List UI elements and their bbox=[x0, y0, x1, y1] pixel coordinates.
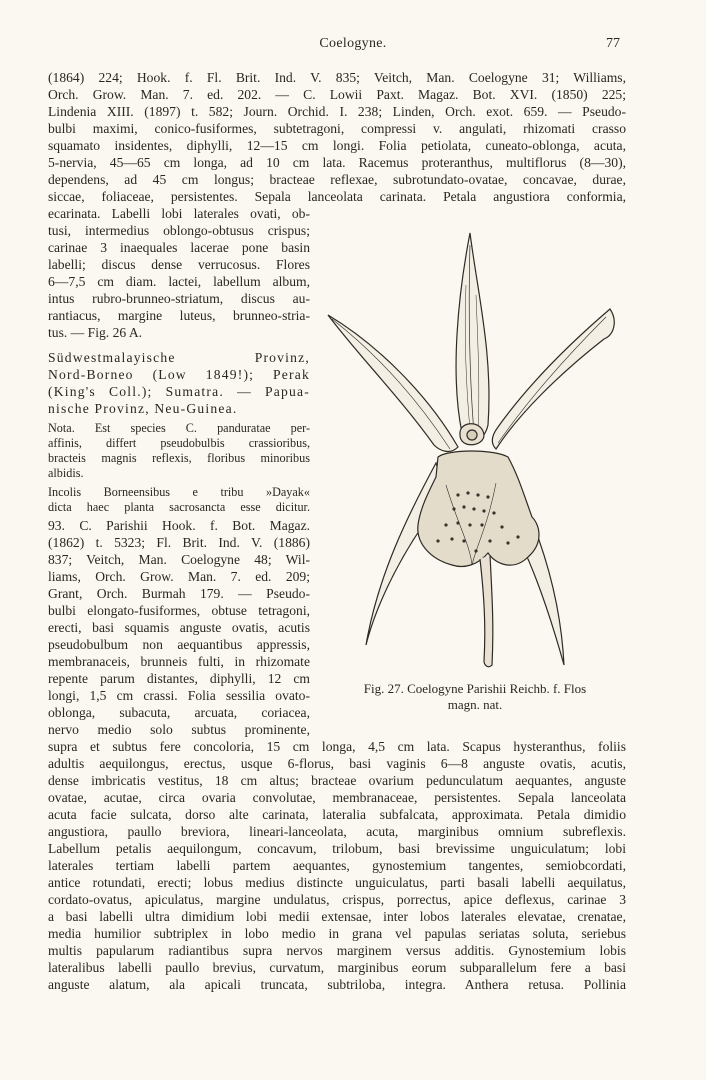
text-line: Grant, Orch. Burmah 179. — Pseudo- bbox=[48, 586, 310, 601]
text-line: ecarinata. Labelli lobi laterales ovati, ob- bbox=[48, 206, 310, 221]
text-line: oblonga, subacuta, arcuata, coriacea, bbox=[48, 705, 310, 720]
text-line: cordato-ovatus, apiculatus, margine undulatus, crispus, porrectus, apice deflexus, carinae 3 bbox=[48, 892, 626, 907]
text-line: squamato insidentes, diphylli, 12—15 cm longi. Folia petiolata, cuneato-oblonga, acuta, bbox=[48, 138, 626, 153]
text-line: lateralibus labelli paullo brevius, curvatum, marginibus eorum subparallelum fere a basi bbox=[48, 960, 626, 975]
text-line: nervo medio solo subtus prominente, bbox=[48, 722, 310, 737]
page-number: 77 bbox=[606, 36, 620, 51]
figure-caption bbox=[330, 681, 620, 713]
text-line: adultis aequilongus, erectus, usque 6-florus, basi vaginis 6—8 anguste ovatis, acutis, bbox=[48, 756, 626, 771]
text-line: rantiacus, margine luteus, brunneo-stria- bbox=[48, 308, 310, 323]
text-line: siccae, foliaceae, persistentes. Sepala lanceolata carinata. Petala angustiora conformia, bbox=[48, 189, 626, 204]
text-line: erecti, basi squamis anguste ovatis, acutis bbox=[48, 620, 310, 635]
text-line: intus rubro-brunneo-striatum, discus au- bbox=[48, 291, 310, 306]
orchid-flower-drawing bbox=[318, 225, 628, 680]
note-line: Nota. Est species C. panduratae per- bbox=[48, 421, 310, 435]
text-line: bulbi elongato-fusiformes, obtuse tetragoni, bbox=[48, 603, 310, 618]
text-line: liams, Orch. Grow. Man. 7. ed. 209; bbox=[48, 569, 310, 584]
text-line: (1864) 224; Hook. f. Fl. Brit. Ind. V. 835; Veitch, Man. Coelogyne 31; Williams, bbox=[48, 70, 626, 85]
text-line: membranaceis, brunneis fulti, in rhizomate bbox=[48, 654, 310, 669]
text-line: multis papularum radiantibus supra nervos marginem versus additis. Gynostemium lobis bbox=[48, 943, 626, 958]
text-line: media humilior subtriplex in lobo medio in grana vel papulas seriatas soluta, seriebus bbox=[48, 926, 626, 941]
text-line: 837; Veitch, Man. Coelogyne 48; Wil- bbox=[48, 552, 310, 567]
text-line: bulbi maximi, conico-fusiformes, subtetragoni, compressi v. angulati, rhizomati crasso bbox=[48, 121, 626, 136]
text-line: (1862) t. 5323; Fl. Brit. Ind. V. (1886) bbox=[48, 535, 310, 550]
text-line: dependens, ad 45 cm longus; bracteae reflexae, subrotundato-ovatae, concavae, durae, bbox=[48, 172, 626, 187]
note-line: Incolis Borneensibus e tribu »Dayak« bbox=[48, 485, 310, 499]
note-line: dicta haec planta sacrosancta esse dicitur. bbox=[48, 500, 310, 514]
text-line: ovatae, acutae, circa ovaria convolutae, membranaceae, persistentes. Sepala lanceolata bbox=[48, 790, 626, 805]
text-line: 5-nervia, 45—65 cm longa, ad 10 cm lata. Racemus proteranthus, multiflorus (8—30), bbox=[48, 155, 626, 170]
orchid-flower-illustration bbox=[318, 225, 628, 680]
text-line: longi, 1,5 cm crassi. Folia sessilia ovato- bbox=[48, 688, 310, 703]
text-line: a basi labelli ultra dimidium lobi medii extensae, inter lobos laterales elevatae, crenatae, bbox=[48, 909, 626, 924]
text-line: nische Provinz, Neu-Guinea. bbox=[48, 401, 238, 416]
text-line: 6—7,5 cm diam. lactei, labellum album, bbox=[48, 274, 310, 289]
text-line: pseudobulbum non aequantibus appressis, bbox=[48, 637, 310, 652]
caption-line-1: Fig. 27. Coelogyne Parishii Reichb. f. Flos bbox=[363, 681, 587, 696]
text-line: angustiora, paullo breviora, lineari-lanceolata, acuta, marginibus omnium subreflexis. bbox=[48, 824, 626, 839]
text-line: tus. — Fig. 26 A. bbox=[48, 325, 143, 340]
note-line: affinis, differt pseudobulbis crassioribus, bbox=[48, 436, 310, 450]
note-line: albidis. bbox=[48, 466, 84, 480]
species-heading-line: 93. C. Parishii Hook. f. Bot. Magaz. bbox=[48, 518, 310, 533]
running-title: Coelogyne. bbox=[319, 36, 387, 51]
text-line: Südwestmalayische Provinz, bbox=[48, 350, 310, 365]
text-line: repente parum distantes, diphylli, 12 cm bbox=[48, 671, 310, 686]
text-line: acuta facie sulcata, dorso alte carinata, lateralia subfalcata, approximata. Petala dimidio bbox=[48, 807, 626, 822]
text-line: Nord-Borneo (Low 1849!); Perak bbox=[48, 367, 310, 382]
text-line: anguste alatum, ala apicali truncata, subtriloba, integra. Anthera retusa. Pollinia bbox=[48, 977, 626, 992]
text-line: antice rotundati, erecti; lobus medius distincte unguiculatus, parti basali labelli aequilatus, bbox=[48, 875, 626, 890]
note-line: bracteis magnis reflexis, floribus minoribus bbox=[48, 451, 310, 465]
text-line: Lindenia XIII. (1897) t. 582; Journ. Orchid. I. 238; Linden, Orch. exot. 659. — Pseudo- bbox=[48, 104, 626, 119]
text-line: supra et subtus fere concoloria, 15 cm longa, 4,5 cm lata. Scapus hysteranthus, foliis bbox=[48, 739, 626, 754]
text-line: (King's Coll.); Sumatra. — Papua- bbox=[48, 384, 310, 399]
text-line: laterales tertiam labelli partem aequantes, gynostemium tangentes, semiobcordati, bbox=[48, 858, 626, 873]
text-line: tusi, intermedius oblongo-obtusus crispus; bbox=[48, 223, 310, 238]
caption-line-2: magn. nat. bbox=[447, 697, 503, 712]
text-line: Labellum petalis aequilongum, concavum, trilobum, basi brevissime unguiculatum; lobi bbox=[48, 841, 626, 856]
text-line: labelli; discus dense verrucosus. Flores bbox=[48, 257, 310, 272]
text-line: Orch. Grow. Man. 7. ed. 202. — C. Lowii Paxt. Magaz. Bot. XVI. (1850) 225; bbox=[48, 87, 626, 102]
text-line: dense imbricatis vestitus, 18 cm altus; bracteae ovarium pedunculatum aequantes, anguste bbox=[48, 773, 626, 788]
text-line: carinae 3 inaequales lacerae pone basin bbox=[48, 240, 310, 255]
